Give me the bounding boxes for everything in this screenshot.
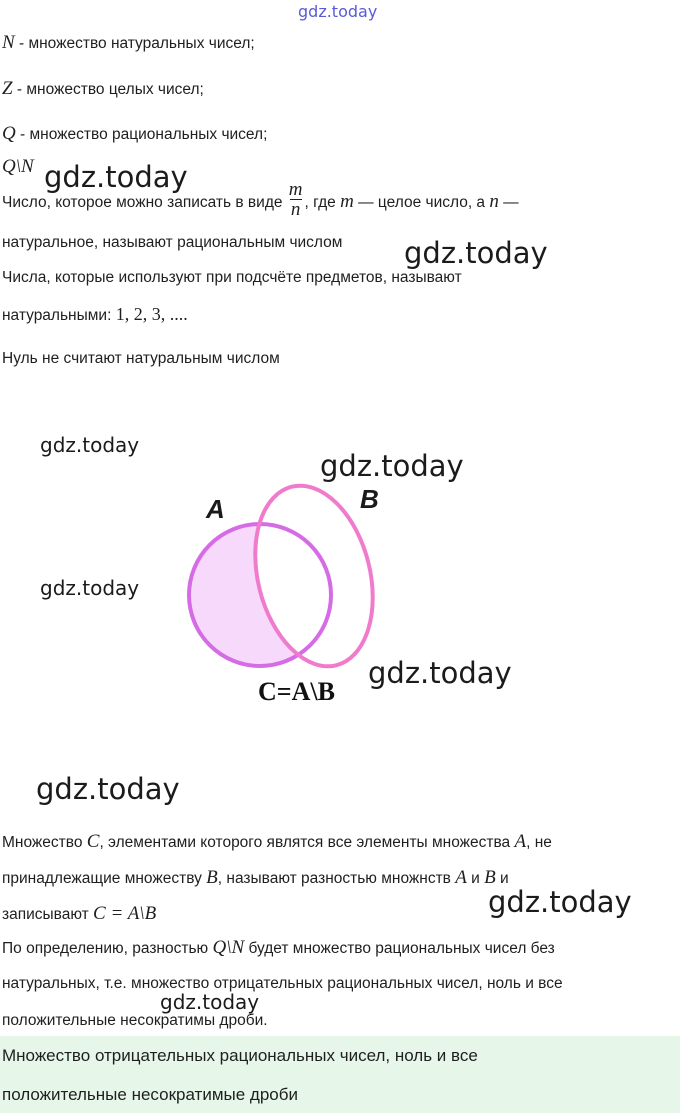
watermark: gdz.today [368, 656, 512, 690]
watermark: gdz.today [404, 236, 548, 270]
conclusion-line2: натуральных, т.е. множество отрицательных рациональных чисел, ноль и все [2, 975, 563, 992]
set-b-label: B [360, 484, 379, 514]
rational-set-line [2, 124, 267, 145]
watermark: gdz.today [36, 772, 180, 806]
integer-set-symbol: Z [2, 78, 13, 99]
rational-definition-line1: Число, которое можно записать в виде $\frac{m}{n}$ , где m — целое число, а n — [2, 179, 519, 221]
difference-definition-line2: принадлежащие множеству B, называют разностью множнств A и B и [2, 867, 509, 888]
watermark: gdz.today [320, 449, 464, 483]
diagram-caption: C=A\B [258, 677, 335, 706]
zero-note: Нуль не считают натуральным числом [2, 350, 280, 367]
rational-set-text: - множество рациональных чисел; [15, 126, 268, 143]
fraction-m-over-n: $\frac{m}{n}$ [288, 179, 303, 221]
set-a-label: A [206, 494, 225, 524]
watermark: gdz.today [488, 885, 632, 919]
conclusion-line3: положительные несократимы дроби. [2, 1012, 268, 1029]
integer-set-text: - множество целых чисел; [12, 81, 204, 98]
natural-numbers-example: 1, 2, 3, .... [115, 304, 188, 324]
difference-formula: C = A\B [93, 903, 157, 924]
natural-definition-line1: Числа, которые используют при подсчёте предметов, называют [2, 269, 462, 286]
natural-definition-line2: натуральными: 1, 2, 3, .... [2, 304, 188, 324]
difference-definition-line1: Множество C, элементами которого являтся все элементы множества A, не [2, 831, 552, 852]
answer-line2: положительные несократимые дроби [2, 1085, 298, 1104]
difference-definition-line3: записывают C = A\B [2, 903, 157, 924]
watermark: gdz.today [298, 2, 378, 21]
watermark: gdz.today [160, 990, 260, 1014]
integer-set-line [2, 79, 204, 100]
conclusion-line1: По определению, разностью Q\N будет множество рациональных чисел без [2, 937, 555, 958]
answer-box [0, 1036, 680, 1113]
watermark: gdz.today [40, 576, 140, 600]
natural-set-line [2, 33, 255, 54]
natural-set-text: - множество натуральных чисел; [14, 35, 255, 52]
watermark: gdz.today [44, 160, 188, 194]
answer-line1: Множество отрицательных рациональных чисел, ноль и все [2, 1046, 478, 1065]
rational-set-symbol: Q [2, 123, 16, 144]
rational-definition-line2: натуральное, называют рациональным числом [2, 234, 343, 251]
set-difference-diagram [180, 470, 410, 710]
natural-set-symbol: N [2, 32, 15, 53]
difference-expression: Q\N [2, 156, 34, 177]
watermark: gdz.today [40, 433, 140, 457]
